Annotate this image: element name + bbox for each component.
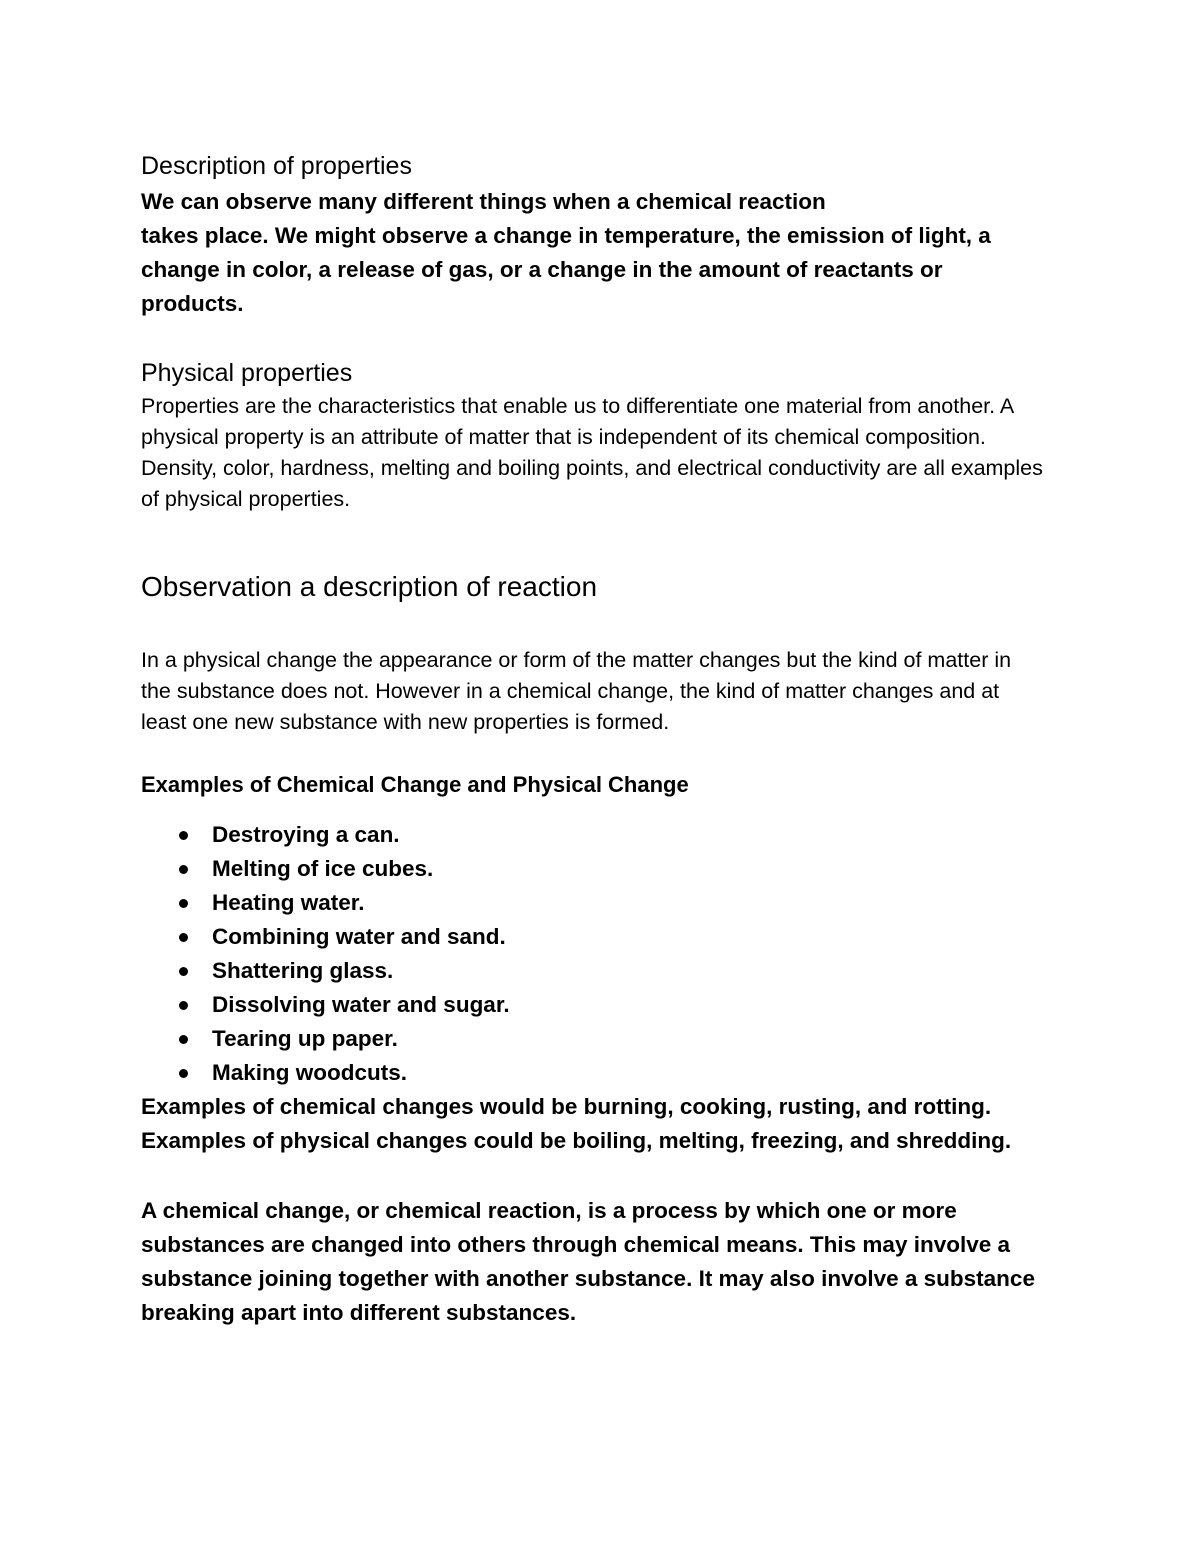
bullet-icon [179, 899, 188, 908]
heading-description-of-properties: Description of properties [141, 152, 412, 180]
description-intro-line: We can observe many different things when a chemical reaction [141, 189, 826, 214]
heading-examples: Examples of Chemical Change and Physical Change [141, 772, 689, 797]
list-item: Melting of ice cubes. [141, 852, 1061, 886]
list-item: Destroying a can. [141, 818, 1061, 852]
list-item: Combining water and sand. [141, 920, 1061, 954]
bullet-icon [179, 865, 188, 874]
examples-summary-paragraph: Examples of chemical changes would be burning, cooking, rusting, and rotting. Examples of physical changes could be boiling, melting, freezing, and shredding. [141, 1094, 1012, 1153]
physical-properties-paragraph: Properties are the characteristics that enable us to differentiate one material from another. A physical property is an attribute of matter that is independent of its chemical composition. Density, color, hardness, melting and boiling points, and electrical conductivity are all examples of physical properties. [141, 394, 1043, 511]
bullet-icon [179, 1069, 188, 1078]
list-item: Shattering glass. [141, 954, 1061, 988]
description-paragraph: takes place. We might observe a change in temperature, the emission of light, a change in color, a release of gas, or a change in the amount of reactants or products. [141, 223, 991, 316]
bullet-icon [179, 933, 188, 942]
examples-list [141, 818, 1061, 1090]
heading-observation: Observation a description of reaction [141, 571, 598, 602]
bullet-icon [179, 967, 188, 976]
bullet-icon [179, 831, 188, 840]
chemical-change-paragraph: A chemical change, or chemical reaction, is a process by which one or more substances are changed into others through chemical means. This may involve a substance joining together with another substance. It may also involve a substance breaking apart into different substances. [141, 1198, 1035, 1325]
list-item: Dissolving water and sugar. [141, 988, 1061, 1022]
bullet-icon [179, 1035, 188, 1044]
list-item: Heating water. [141, 886, 1061, 920]
document-page [141, 145, 1061, 1330]
list-item: Making woodcuts. [141, 1056, 1061, 1090]
heading-physical-properties: Physical properties [141, 359, 353, 387]
list-item: Tearing up paper. [141, 1022, 1061, 1056]
bullet-icon [179, 1001, 188, 1010]
observation-paragraph: In a physical change the appearance or form of the matter changes but the kind of matter in the substance does not. However in a chemical change, the kind of matter changes and at least one new substance with new properties is formed. [141, 648, 1012, 734]
